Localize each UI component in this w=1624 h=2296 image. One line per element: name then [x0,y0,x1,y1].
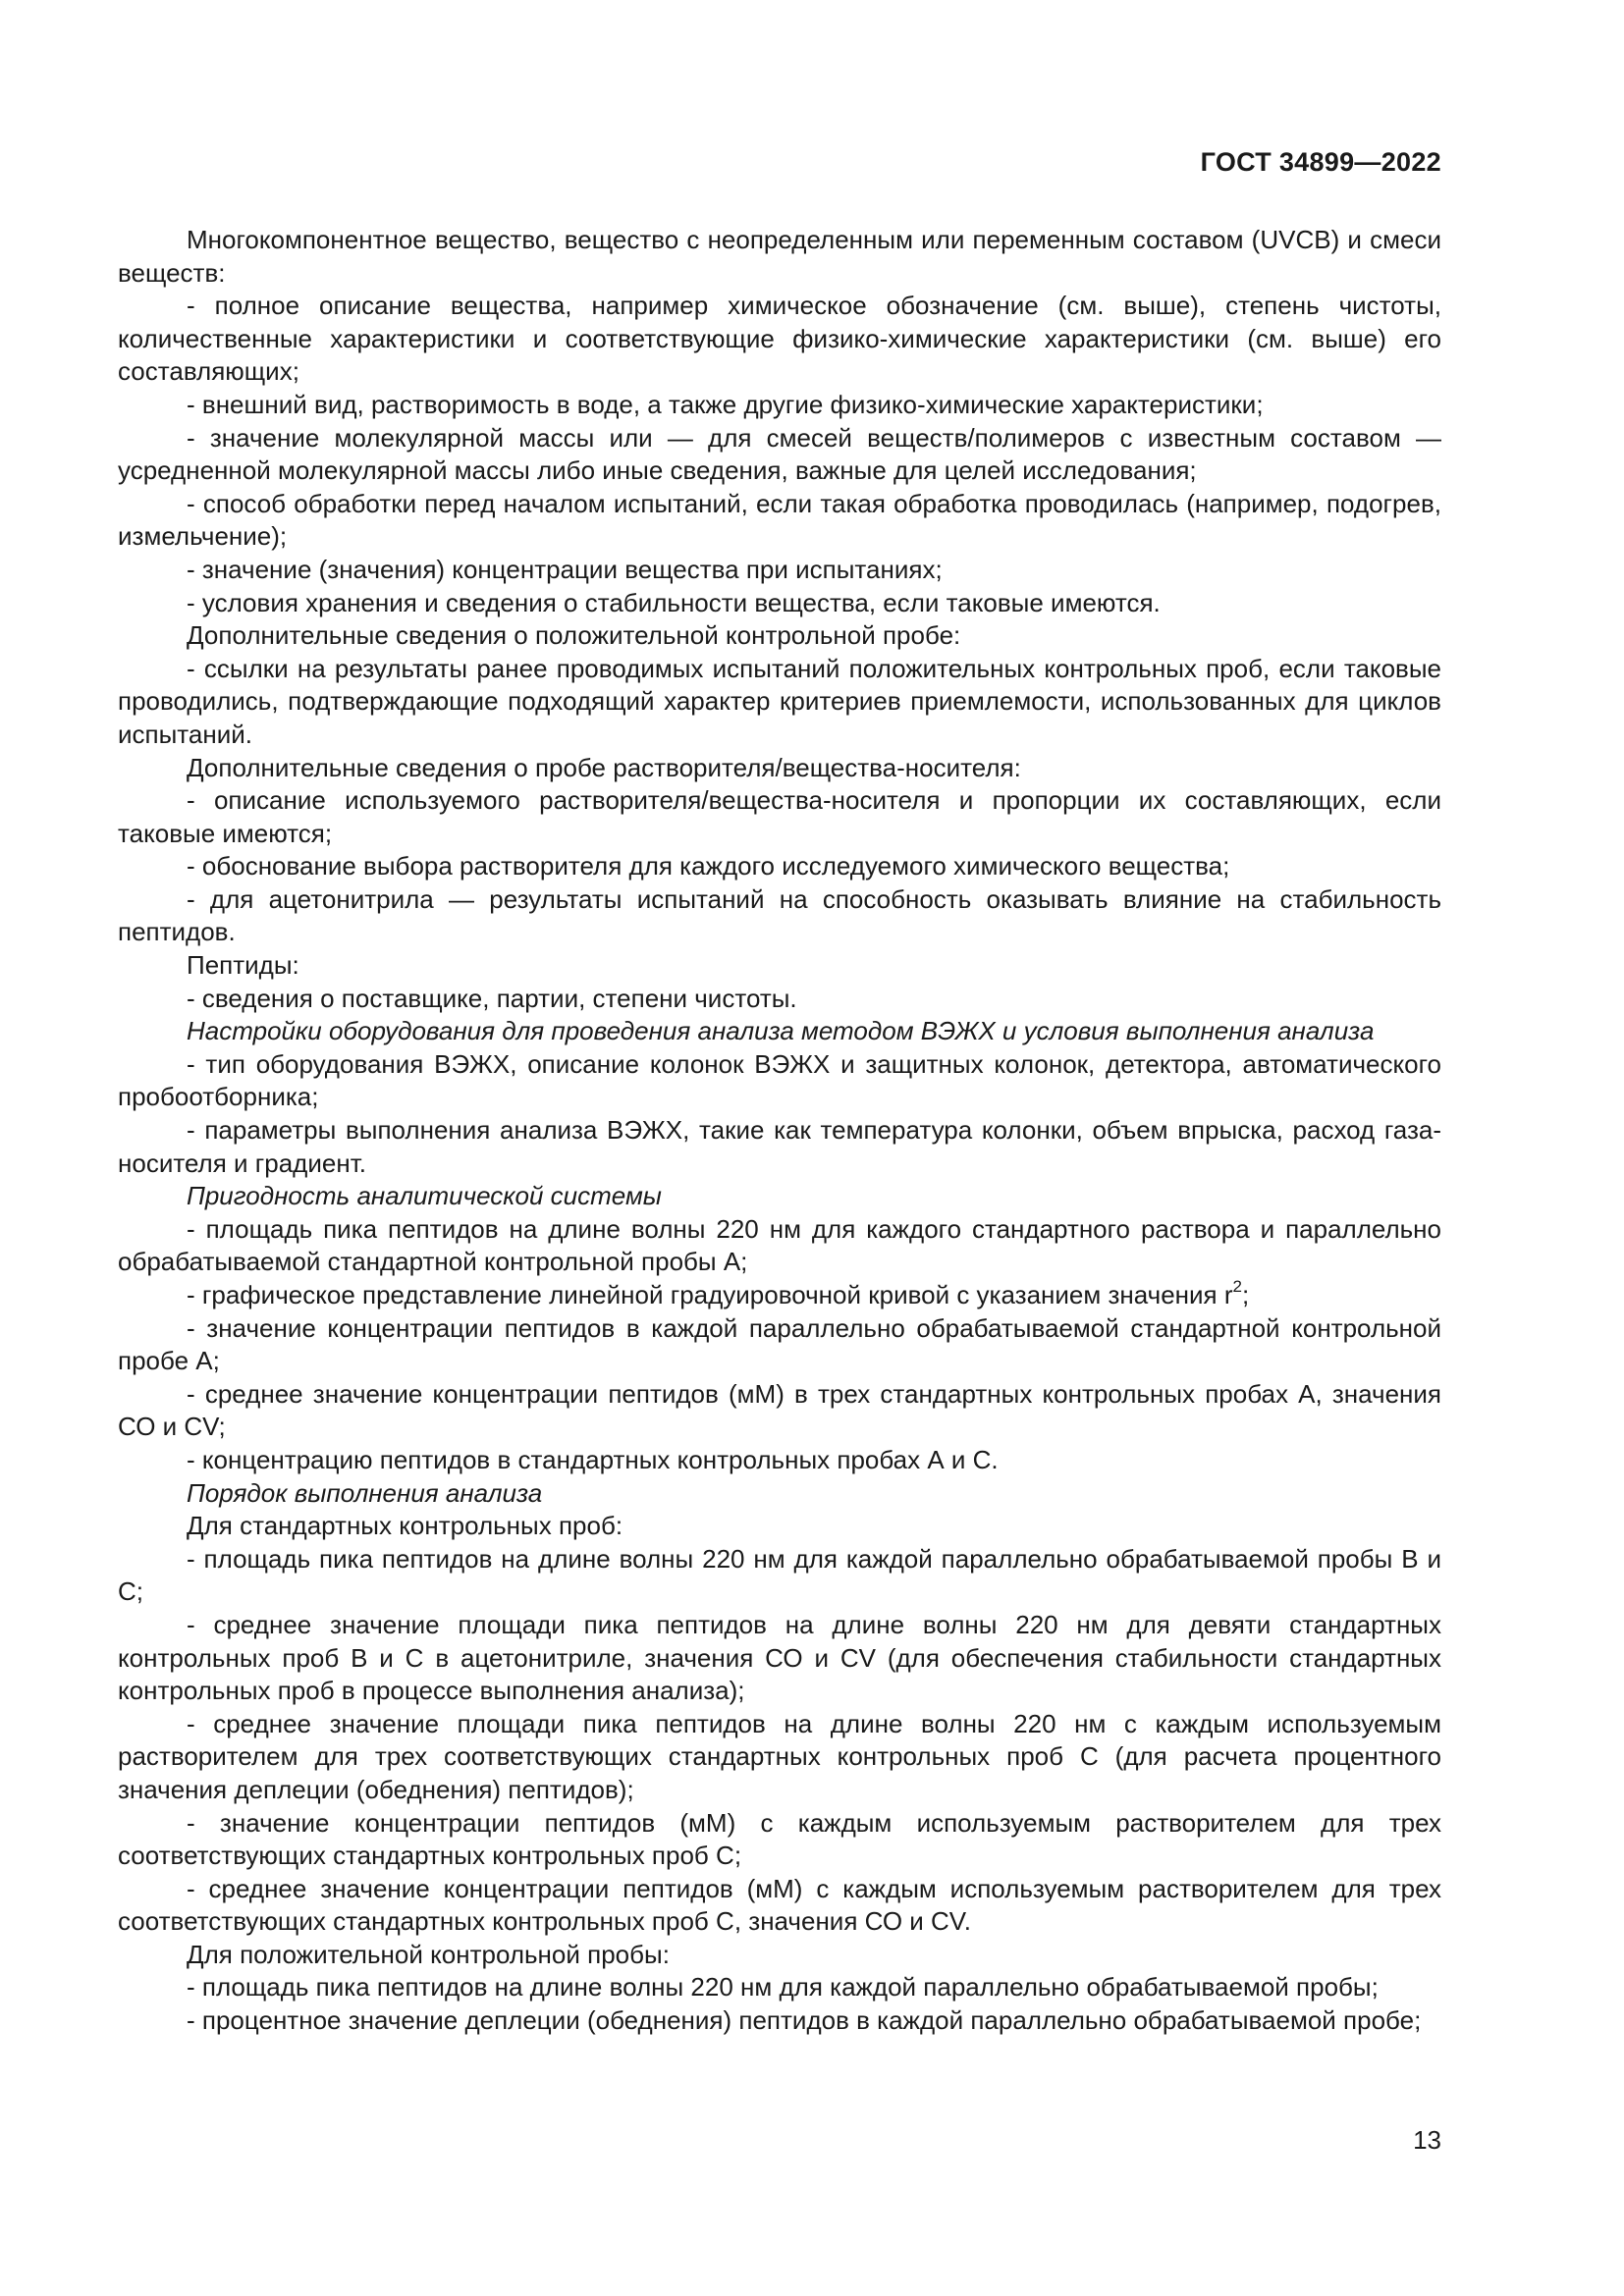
section-heading: Порядок выполнения анализа [187,1477,543,1508]
document-body [118,224,1441,2038]
body-paragraph: - среднее значение концентрации пептидов (мМ) с каждым используемым растворителем для трех соответствующих стандартных контрольных проб С, значения СО и CV. [118,1873,1441,1937]
body-paragraph: Дополнительные сведения о пробе растворителя/вещества-носителя: [187,752,1021,782]
body-paragraph: Для положительной контрольной пробы: [187,1939,670,1969]
body-paragraph: - значение (значения) концентрации вещества при испытаниях; [187,554,943,584]
body-paragraph: - параметры выполнения анализа ВЭЖХ, такие как температура колонки, объем впрыска, расход газа-носителя и градиент. [118,1115,1441,1178]
section-heading: Пригодность аналитической системы [187,1181,662,1211]
superscript: 2 [1232,1277,1242,1297]
body-paragraph: - значение концентрации пептидов (мМ) с каждым используемым растворителем для трех соответствующих стандартных контрольных проб С; [118,1807,1441,1871]
body-paragraph: Пептиды: [187,950,299,981]
body-paragraph: - для ацетонитрила — результаты испытаний на способность оказывать влияние на стабильность пептидов. [118,883,1441,947]
body-paragraph: Дополнительные сведения о положительной контрольной пробе: [187,620,961,651]
body-paragraph: Для стандартных контрольных проб: [187,1511,623,1541]
body-paragraph: - внешний вид, растворимость в воде, а также другие физико-химические характеристики; [187,389,1264,419]
body-paragraph: - условия хранения и сведения о стабильности вещества, если таковые имеются. [187,587,1161,617]
body-paragraph: - описание используемого растворителя/вещества-носителя и пропорции их составляющих, если таковые имеются; [118,785,1441,848]
body-paragraph: - среднее значение площади пика пептидов на длине волны 220 нм с каждым используемым растворителем для трех соответствующих стандартных контрольных проб С (для расчета процентного значения деплеции (обеднения) пептидов); [118,1708,1441,1804]
body-paragraph: - тип оборудования ВЭЖХ, описание колонок ВЭЖХ и защитных колонок, детектора, автоматического пробоотборника; [118,1048,1441,1112]
body-paragraph: - концентрацию пептидов в стандартных контрольных пробах А и С. [187,1444,999,1474]
body-paragraph: - полное описание вещества, например химическое обозначение (см. выше), степень чистоты, количественные характеристики и соответствующие физико-химические характеристики (см. выше) его составляющих; [118,291,1441,387]
body-paragraph: - среднее значение площади пика пептидов на длине волны 220 нм для девяти стандартных контрольных проб В и С в ацетонитриле, значения СО и CV (для обеспечения стабильности стандартных контрольных проб в процессе выполнения анализа); [118,1609,1441,1706]
body-paragraph: - ссылки на результаты ранее проводимых испытаний положительных контрольных проб, если таковые проводились, подтверждающие подходящий характер критериев приемлемости, использованных для циклов испытаний. [118,653,1441,749]
body-paragraph: - сведения о поставщике, партии, степени чистоты. [187,983,797,1013]
page-number: 13 [1413,2125,1441,2155]
document-header: ГОСТ 34899—2022 [1200,147,1441,177]
body-paragraph: - значение молекулярной массы или — для смесей веществ/полимеров с известным составом — усредненной молекулярной массы либо иные сведения, важные для целей исследования; [118,422,1441,486]
body-paragraph: - значение концентрации пептидов в каждой параллельно обрабатываемой стандартной контрольной пробе А; [118,1312,1441,1376]
body-paragraph: - графическое представление линейной градуировочной кривой с указанием значения $r^2$; [187,1277,1250,1309]
body-paragraph: Многокомпонентное вещество, вещество с неопределенным или переменным составом (UVCB) и смеси веществ: [118,225,1441,288]
body-paragraph: - способ обработки перед началом испытаний, если такая обработка проводилась (например, подогрев, измельчение); [118,488,1441,552]
body-paragraph: - площадь пика пептидов на длине волны 220 нм для каждой параллельно обрабатываемой пробы; [187,1972,1379,2002]
body-paragraph: - среднее значение концентрации пептидов (мМ) в трех стандартных контрольных пробах А, значения СО и CV; [118,1378,1441,1442]
body-paragraph: - процентное значение деплеции (обеднения) пептидов в каждой параллельно обрабатываемой пробе; [187,2005,1422,2036]
body-paragraph: - площадь пика пептидов на длине волны 220 нм для каждого стандартного раствора и параллельно обрабатываемой стандартной контрольной пробы А; [118,1213,1441,1277]
body-paragraph: - площадь пика пептидов на длине волны 220 нм для каждой параллельно обрабатываемой пробы В и С; [118,1543,1441,1607]
body-paragraph: - обоснование выбора растворителя для каждого исследуемого химического вещества; [187,851,1230,881]
section-heading: Настройки оборудования для проведения анализа методом ВЭЖХ и условия выполнения анализа [187,1016,1375,1046]
